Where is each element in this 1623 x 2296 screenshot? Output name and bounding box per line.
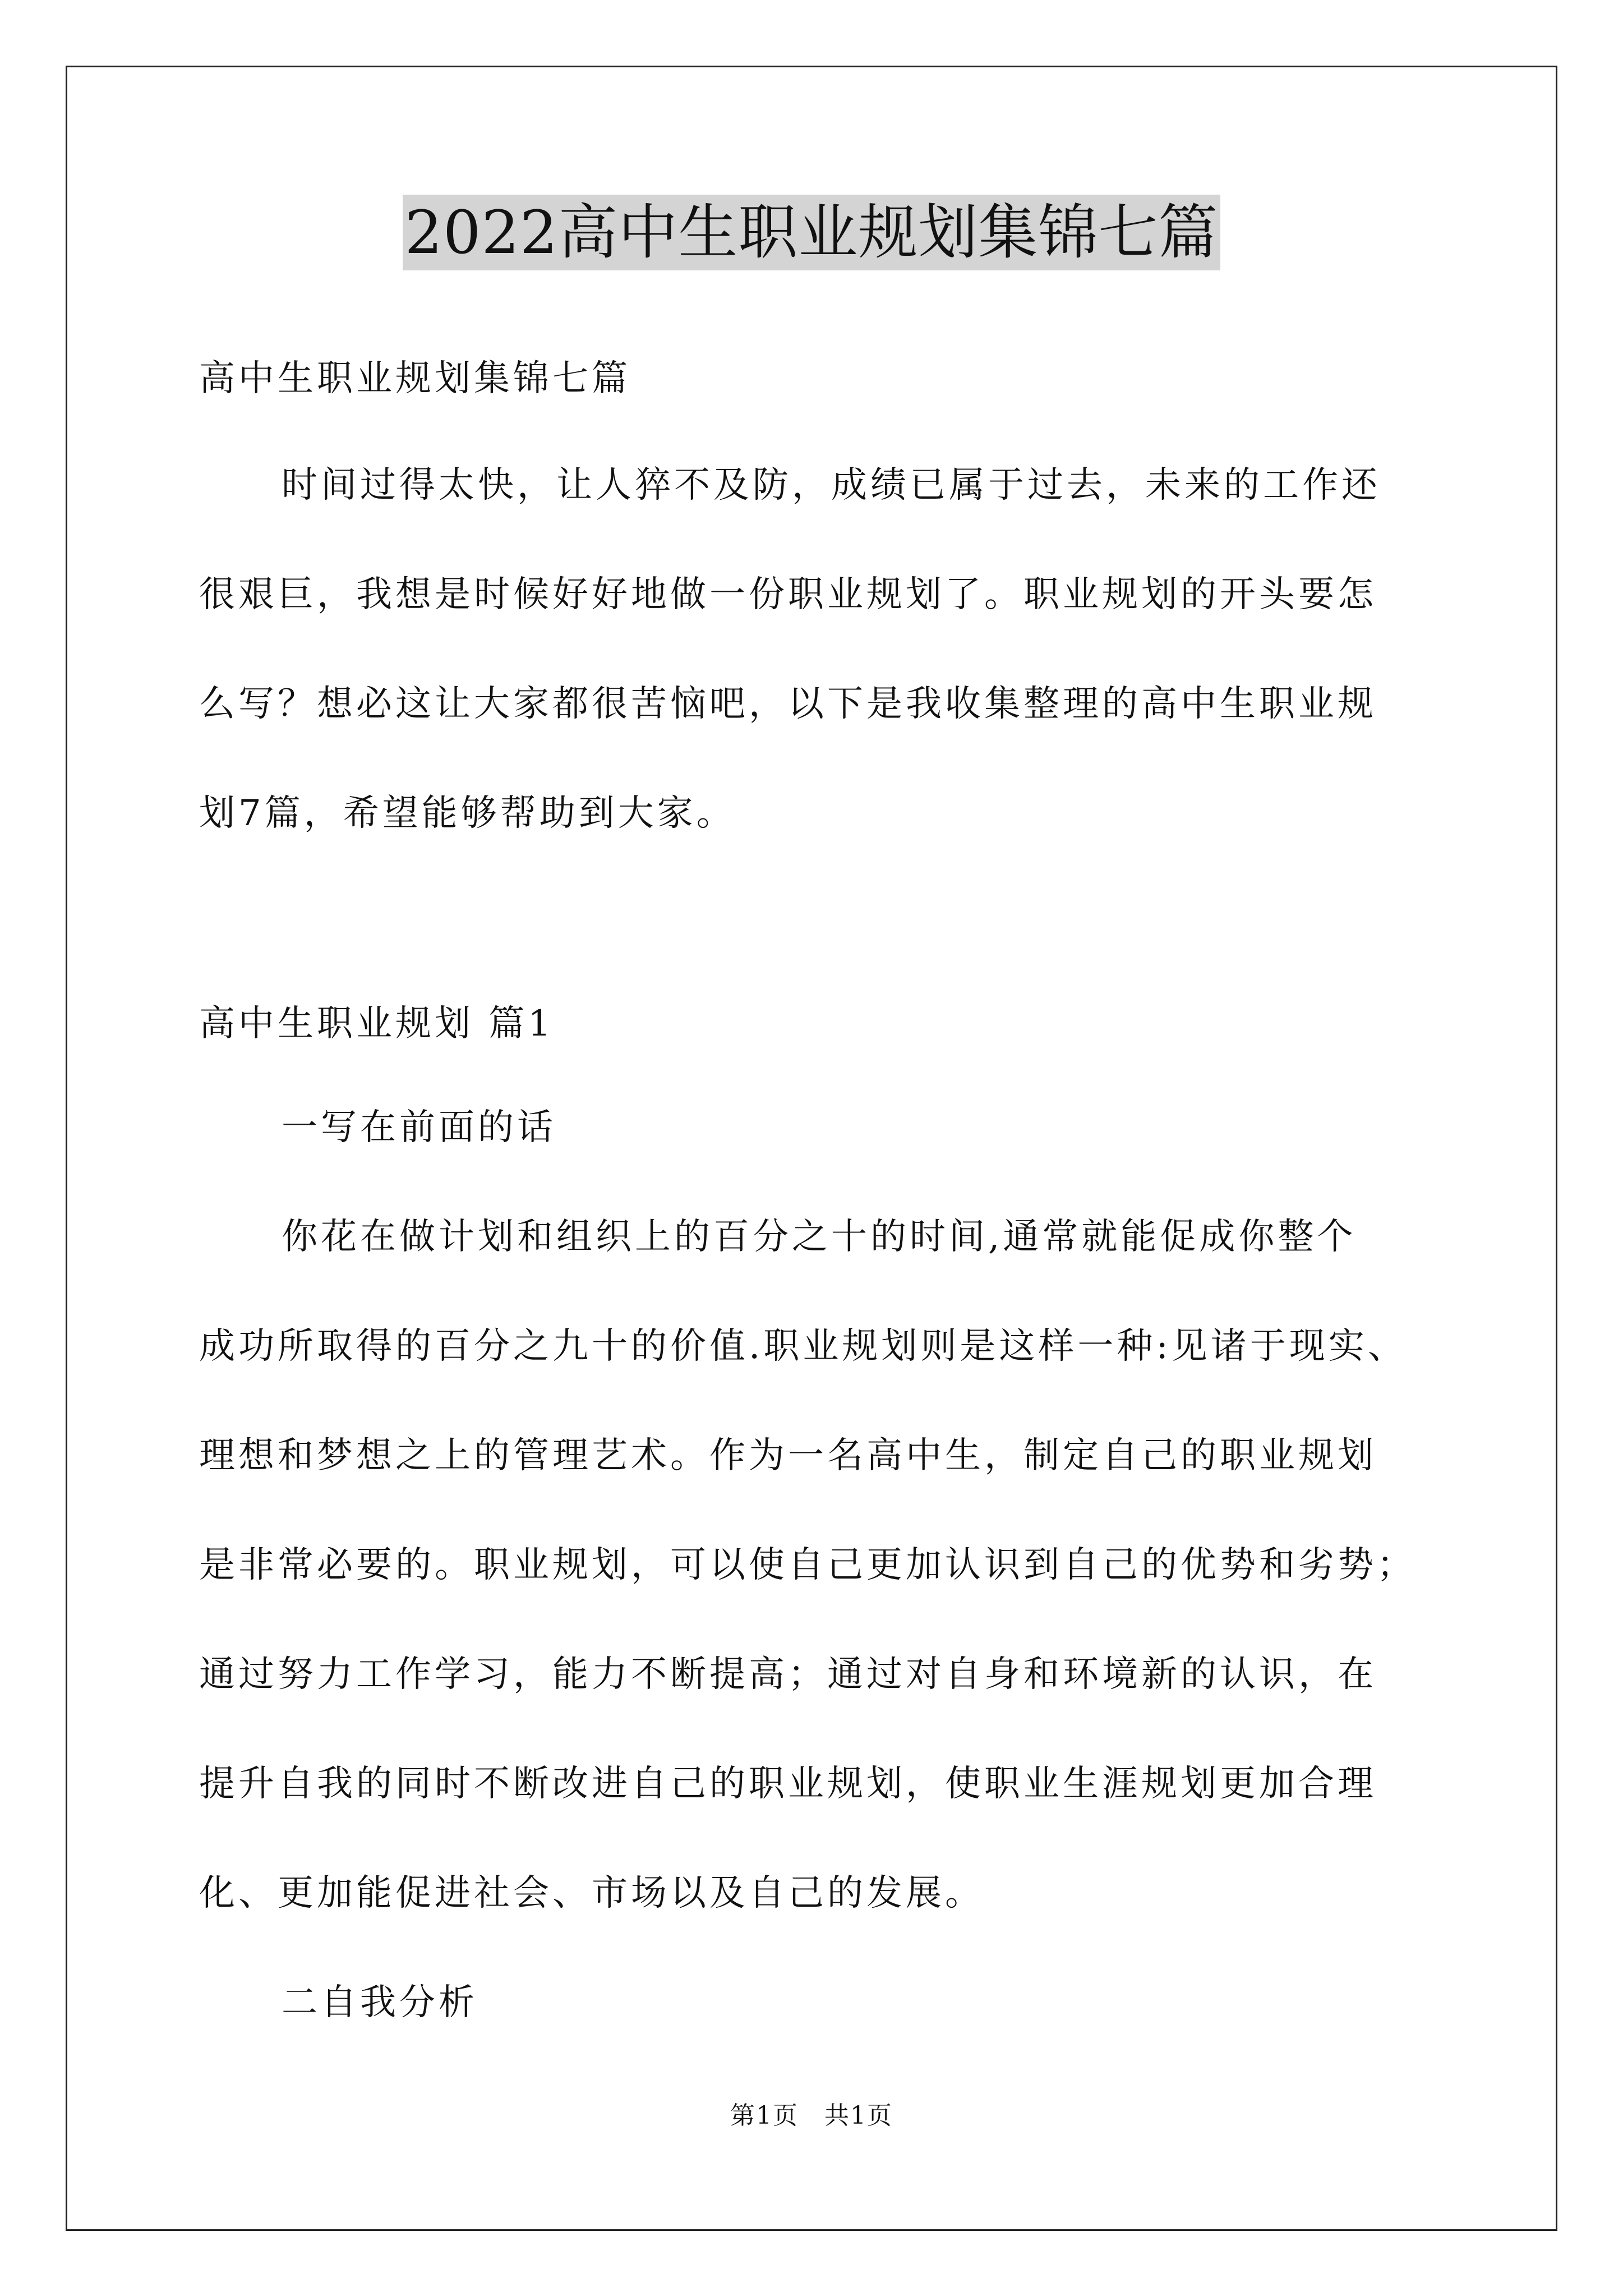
- document-title: [0, 191, 1623, 275]
- part1-line-6: 提升自我的同时不断改进自己的职业规划，使职业生涯规划更加合理: [199, 1763, 1377, 1805]
- part2-heading: 二自我分析: [282, 1982, 478, 2023]
- part1-line-2: 成功所取得的百分之九十的价值.职业规划则是这样一种:见诸于现实、: [199, 1326, 1407, 1367]
- section-heading: 高中生职业规划 篇1: [199, 1003, 555, 1045]
- intro-line-4: 划7篇，希望能够帮助到大家。: [199, 793, 736, 834]
- part1-line-7: 化、更加能促进社会、市场以及自己的发展。: [199, 1872, 984, 1914]
- part1-line-4: 是非常必要的。职业规划，可以使自己更加认识到自己的优势和劣势；: [199, 1544, 1416, 1586]
- document-title-text: 2022高中生职业规划集锦七篇: [403, 195, 1221, 270]
- intro-line-3: 么写？想必这让大家都很苦恼吧，以下是我收集整理的高中生职业规: [199, 683, 1377, 725]
- part1-heading: 一写在前面的话: [282, 1107, 556, 1148]
- intro-line-2: 很艰巨，我想是时候好好地做一份职业规划了。职业规划的开头要怎: [199, 574, 1377, 615]
- part1-line-1: 你花在做计划和组织上的百分之十的时间,通常就能促成你整个: [282, 1216, 1357, 1258]
- page-footer: 第1页 共1页: [730, 2101, 893, 2130]
- part1-line-5: 通过努力工作学习，能力不断提高；通过对自身和环境新的认识，在: [199, 1654, 1377, 1695]
- document-subtitle: 高中生职业规划集锦七篇: [199, 358, 631, 399]
- intro-line-1: 时间过得太快，让人猝不及防，成绩已属于过去，未来的工作还: [282, 464, 1381, 506]
- part1-line-3: 理想和梦想之上的管理艺术。作为一名高中生，制定自己的职业规划: [199, 1435, 1377, 1476]
